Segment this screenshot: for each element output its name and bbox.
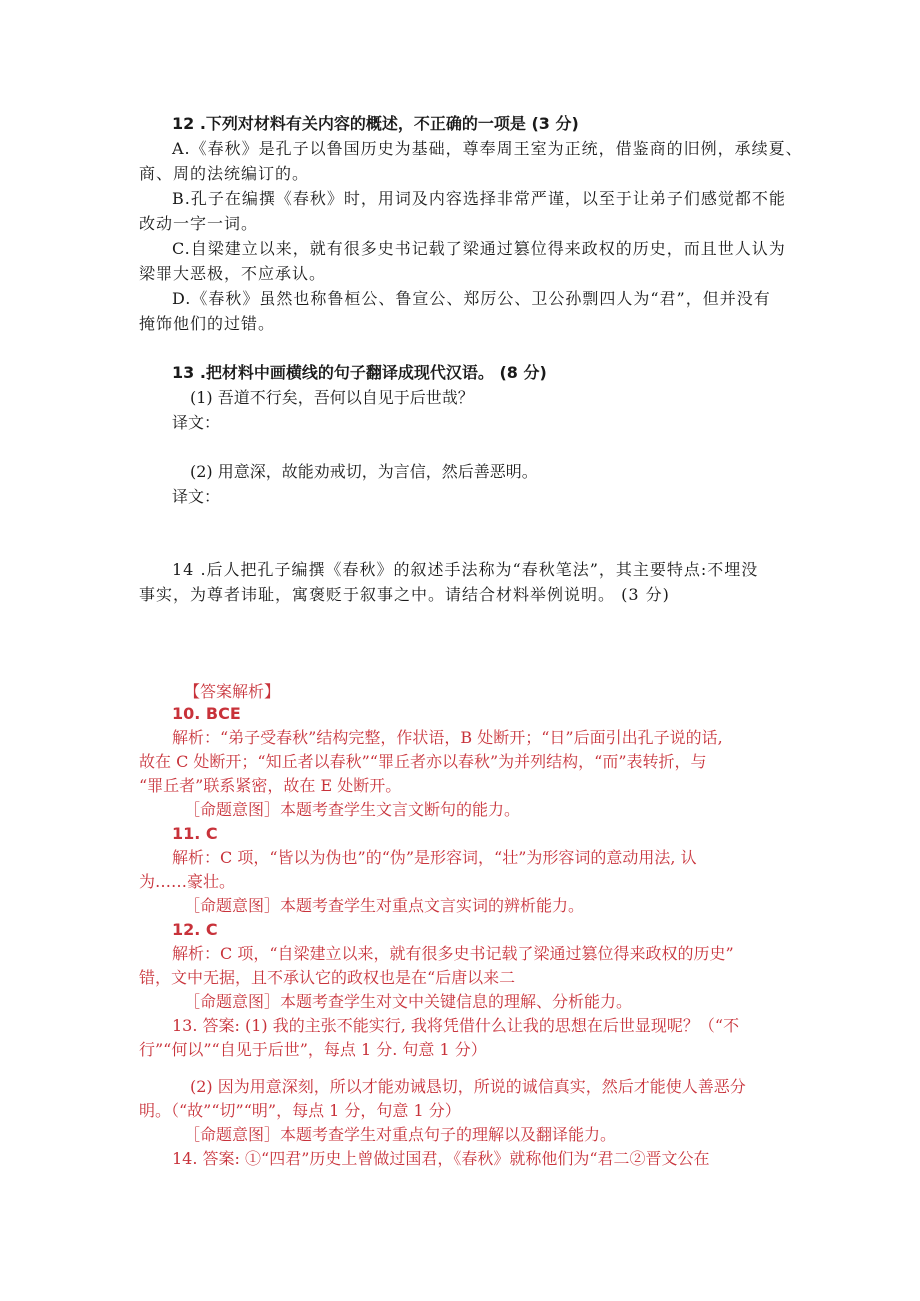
answer-10-title: 10. BCE	[172, 704, 241, 723]
q12-option-a-line1: A.《春秋》是孔子以鲁国历史为基础，尊奉周王室为正统，借鉴商的旧例，承续夏、	[172, 139, 803, 158]
answer-12-line2: 错，文中无据，且不承认它的政权也是在“后唐以来二	[139, 968, 516, 987]
answer-14-line1: 14. 答案: ①“四君”历史上曾做过国君，《春秋》就称他们为“君二②晋文公在	[172, 1149, 710, 1168]
q12-option-c-line1: C.自梁建立以来，就有很多史书记载了梁通过篡位得来政权的历史，而且世人认为	[172, 239, 786, 258]
q12-option-d-line2: 掩饰他们的过错。	[139, 314, 276, 333]
q12-option-c-line2: 梁罪大恶极，不应承认。	[139, 264, 327, 283]
q12-option-a-line2: 商、周的法统编订的。	[139, 164, 310, 183]
answer-10-line1: 解析：“弟子受春秋”结构完整，作状语，B 处断开；“日”后面引出孔子说的话,	[172, 728, 723, 747]
q12-option-b-line1: B.孔子在编撰《春秋》时，用词及内容选择非常严谨，以至于让弟子们感觉都不能	[172, 189, 786, 208]
answer-12-intent: ［命题意图］本题考查学生对文中关键信息的理解、分析能力。	[184, 992, 633, 1011]
answer-13-line4: 明。（“故”“切”“明”，每点 1 分，句意 1 分）	[139, 1101, 461, 1120]
q13-translation-label-1: 译文：	[172, 413, 221, 432]
q12-option-b-line2: 改动一字一词。	[139, 214, 259, 233]
answer-10-intent: ［命题意图］本题考查学生文言文断句的能力。	[184, 800, 521, 819]
q12-option-d-line1: D.《春秋》虽然也称鲁桓公、鲁宣公、郑厉公、卫公孙剽四人为“君”，但并没有	[172, 289, 771, 308]
answers-header: 【答案解析】	[184, 682, 281, 701]
answer-12-line1: 解析：C 项，“自梁建立以来，就有很多史书记载了梁通过篡位得来政权的历史”	[172, 944, 734, 963]
q13-sentence-2: (2) 用意深，故能劝戒切，为言信，然后善恶明。	[190, 462, 538, 481]
answer-13-line2: 行”“何以”“自见于后世”，每点 1 分. 句意 1 分）	[139, 1040, 487, 1059]
answer-12-title: 12. C	[172, 920, 218, 939]
answer-11-line2: 为……豪壮。	[139, 872, 236, 891]
q14-line1: 14 .后人把孔子编撰《春秋》的叙述手法称为“春秋笔法”，其主要特点:不埋没	[172, 560, 759, 579]
answer-13-intent: ［命题意图］本题考查学生对重点句子的理解以及翻译能力。	[184, 1125, 617, 1144]
answer-13-line1: 13. 答案: (1) 我的主张不能实行, 我将凭借什么让我的思想在后世显现呢？（“不	[172, 1016, 740, 1035]
answer-11-intent: ［命题意图］本题考查学生对重点文言实词的辨析能力。	[184, 896, 585, 915]
answer-10-line3: “罪丘者”联系紧密，故在 E 处断开。	[139, 776, 402, 795]
q13-translation-label-2: 译文：	[172, 487, 221, 506]
answer-10-line2: 故在 C 处断开；“知丘者以春秋”“罪丘者亦以春秋”为并列结构，“而”表转折，与	[139, 752, 707, 771]
q13-stem: 13 .把材料中画横线的句子翻译成现代汉语。 (8 分)	[172, 363, 547, 382]
q13-sentence-1: (1) 吾道不行矣，吾何以自见于后世哉？	[190, 388, 474, 407]
answer-11-title: 11. C	[172, 824, 218, 843]
answer-13-line3: (2) 因为用意深刻，所以才能劝诫恳切，所说的诚信真实，然后才能使人善恶分	[190, 1077, 746, 1096]
answer-11-line1: 解析：C 项，“皆以为伪也”的“伪”是形容词，“壮”为形容词的意动用法, 认	[172, 848, 697, 867]
q14-line2: 事实，为尊者讳耻，寓褒贬于叙事之中。请结合材料举例说明。 (3 分)	[139, 585, 670, 604]
q12-stem: 12 .下列对材料有关内容的概述，不正确的一项是 (3 分)	[172, 114, 579, 133]
